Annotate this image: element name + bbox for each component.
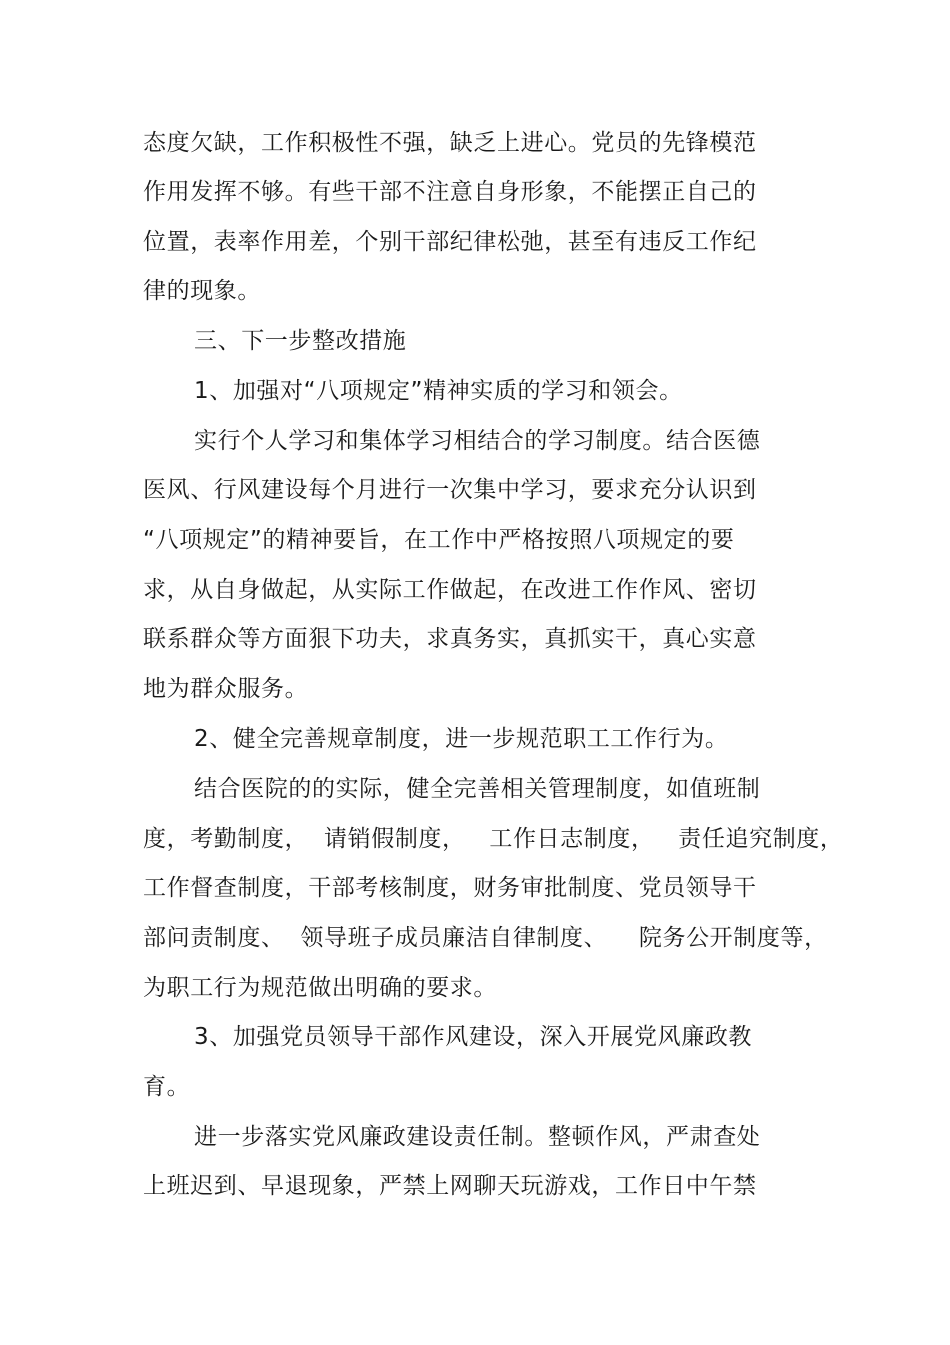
text-line: 结合医院的的实际，健全完善相关管理制度，如值班制: [194, 776, 761, 802]
text-line: 实行个人学习和集体学习相结合的学习制度。结合医德: [194, 428, 761, 454]
text-line: 位置，表率作用差，个别干部纪律松弛，甚至有违反工作纪: [143, 229, 757, 255]
text-line: 律的现象。: [143, 278, 261, 304]
text-line: 作用发挥不够。有些干部不注意自身形象，不能摆正自己的: [143, 179, 757, 205]
section-heading: 三、下一步整改措施: [194, 328, 407, 354]
text-line: 为职工行为规范做出明确的要求。: [143, 975, 497, 1001]
text-line: 度，考勤制度， 请销假制度， 工作日志制度， 责任追究制度，: [143, 826, 844, 852]
text-line: 工作督查制度，干部考核制度，财务审批制度、党员领导干: [143, 875, 757, 901]
text-line: “八项规定”的精神要旨，在工作中严格按照八项规定的要: [143, 527, 735, 553]
text-line: 联系群众等方面狠下功夫，求真务实，真抓实干，真心实意: [143, 626, 757, 652]
text-line: 上班迟到、早退现象，严禁上网聊天玩游戏，工作日中午禁: [143, 1173, 757, 1199]
item-heading: 1、加强对“八项规定”精神实质的学习和领会。: [194, 378, 683, 404]
text-line: 医风、行风建设每个月进行一次集中学习，要求充分认识到: [143, 477, 757, 503]
item-heading: 3、加强党员领导干部作风建设，深入开展党风廉政教: [194, 1024, 753, 1050]
text-line: 部问责制度、 领导班子成员廉洁自律制度、 院务公开制度等，: [143, 925, 828, 951]
text-line: 求，从自身做起，从实际工作做起，在改进工作作风、密切: [143, 577, 757, 603]
text-line: 育。: [143, 1074, 191, 1100]
text-line: 进一步落实党风廉政建设责任制。整顿作风，严肃查处: [194, 1124, 761, 1150]
item-heading: 2、健全完善规章制度，进一步规范职工工作行为。: [194, 726, 729, 752]
text-line: 地为群众服务。: [143, 676, 309, 702]
text-line: 态度欠缺，工作积极性不强，缺乏上进心。党员的先锋模范: [143, 130, 757, 156]
